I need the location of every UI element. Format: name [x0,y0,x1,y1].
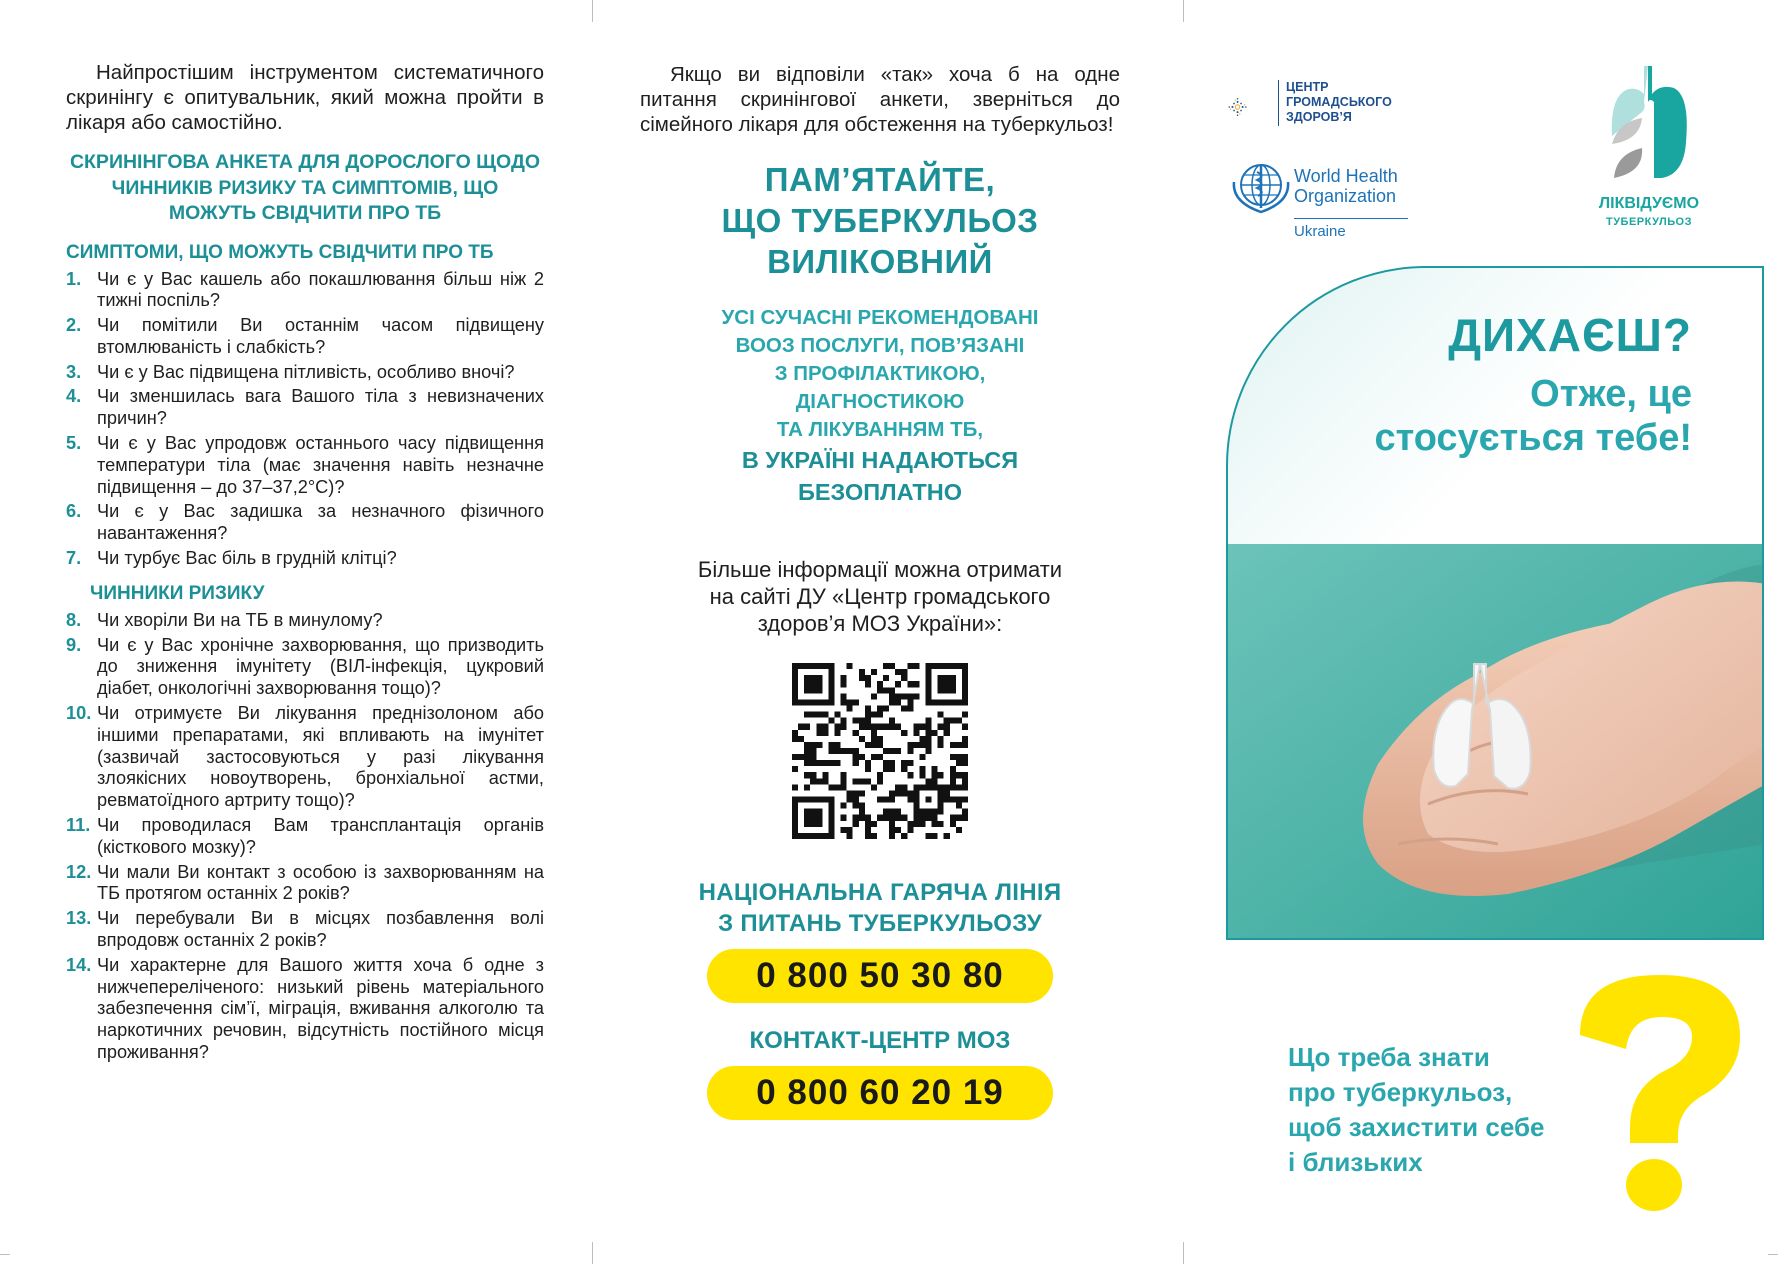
question-text: Чи є у Вас задишка за незначного фізичного навантаження? [97,501,544,544]
question-item [66,501,544,545]
question-item [66,635,544,700]
referral-paragraph: Якщо ви відповіли «так» хоча б на одне питання скринінгової анкети, зверніться до сімейного лікаря для обстеження на туберкульоз! [640,63,1120,136]
campaign-logo-text: ЛІКВІДУЄМО [1598,195,1700,212]
cover-card [1226,266,1764,940]
question-item [66,315,544,359]
question-mark-icon [1560,965,1760,1215]
risks-heading: ЧИННИКИ РИЗИКУ [90,582,265,604]
services-line: ТА ЛІКУВАННЯМ ТБ, [776,418,984,441]
question-text: Чи хворіли Ви на ТБ в минулому? [97,609,383,630]
question-item [66,386,544,430]
questionnaire-title: СКРИНІНГОВА АНКЕТА ДЛЯ ДОРОСЛОГО ЩОДО ЧИННИКІВ РИЗИКУ ТА СИМПТОМІВ, ЩО МОЖУТЬ СВІДЧИТИ ПРО ТБ [69,151,541,224]
cover-panel [1180,0,1778,1264]
symptoms-heading: СИМПТОМИ, ЩО МОЖУТЬ СВІДЧИТИ ПРО ТБ [66,241,494,263]
cover-headline: ДИХАЄШ? [1448,309,1692,361]
question-number: 10. [66,703,92,724]
contact-center-heading: КОНТАКТ-ЦЕНТР МОЗ [749,1027,1011,1054]
question-item [66,703,544,812]
question-text: Чи мали Ви контакт з особою із захворюванням на ТБ протягом останніх 2 років? [97,861,544,904]
question-item [66,955,544,1064]
question-text: Чи турбує Вас біль в грудній клітці? [97,548,397,569]
question-item [66,362,544,384]
phc-divider [1278,80,1279,126]
hands-holding-lungs-photo [1228,544,1764,940]
hotline-line: З ПИТАНЬ ТУБЕРКУЛЬОЗУ [718,910,1042,937]
who-name-line: Organization [1294,186,1397,206]
question-number: 7. [66,548,82,569]
question-number: 9. [66,634,82,655]
question-text: Чи перебували Ви в місцях позбавлення волі впродовж останніх 2 років? [97,908,544,951]
remember-heading [640,159,1120,282]
phc-name: ЦЕНТР ГРОМАДСЬКОГО ЗДОРОВ’Я [1286,80,1392,124]
question-number: 5. [66,433,82,454]
question-text: Чи помітили Ви останнім часом підвищену втомлюваність і слабкість? [97,315,544,357]
question-number: 2. [66,315,82,336]
who-divider [1294,218,1408,219]
intro-paragraph: Найпростішим інструментом систематичного скринінгу є опитувальник, який можна пройти в лікаря або самостійно. [66,61,544,134]
who-emblem-icon [1228,158,1294,216]
question-item [66,862,544,906]
hotline-heading [640,877,1120,939]
services-text [640,304,1120,444]
qr-code-image [792,663,968,839]
question-item [66,269,544,313]
services-line: ДІАГНОСТИКОЮ [795,390,965,413]
services-line: УСІ СУЧАСНІ РЕКОМЕНДОВАНІ [721,306,1039,329]
question-text: Чи є у Вас упродовж останнього часу підвищення температури тіла (має значення навіть незначне підвищення – до 37–37,2°С)? [97,433,544,497]
middle-panel [640,62,1120,1120]
question-text: Чи зменшилась вага Вашого тіла з невизначених причин? [97,386,544,429]
hotline-line: НАЦІОНАЛЬНА ГАРЯЧА ЛІНІЯ [698,879,1062,906]
question-number: 8. [66,609,82,630]
qr-code[interactable] [792,663,968,839]
cover-subheadline: Отже, це стосується тебе! [1374,373,1692,459]
question-number: 12. [66,861,92,882]
question-text: Чи є у Вас хронічне захворювання, що призводить до зниження імунітету (ВІЛ-інфекція, цукровий діабет, онкологічні захворювання тощо)? [97,634,544,699]
question-number: 14. [66,954,92,975]
left-panel [66,60,544,1067]
question-text: Чи отримуєте Ви лікування преднізолоном або іншими препаратами, які впливають на імунітет (зазвичай застосовуються у разі лікування злоякісних новоутворень, бронхіальної астми, ревматоїдного артриту тощо)? [97,703,544,811]
free-line: В УКРАЇНІ НАДАЮТЬСЯ [741,447,1019,473]
question-text: Чи характерне для Вашого життя хоча б одне з нижчепереліченого: низький рівень матеріального забезпечення сім’ї, міграція, вживання алкоголю та наркотичних речовин, відсутність постійного місця проживання? [97,954,544,1062]
crop-mark [592,1242,593,1264]
question-text: Чи є у Вас підвищена пітливість, особливо вночі? [97,361,515,382]
question-text: Чи проводилася Вам трансплантація органів (кісткового мозку)? [97,815,544,857]
question-item [66,433,544,498]
question-text: Чи є у Вас кашель або покашлювання більш ніж 2 тижні поспіль? [97,268,544,311]
question-number: 11. [66,815,91,836]
risks-list [66,610,544,1064]
symptoms-list [66,269,544,570]
hotline-number[interactable]: 0 800 50 30 80 [707,949,1053,1003]
who-country: Ukraine [1294,223,1346,240]
contact-center-number[interactable]: 0 800 60 20 19 [707,1066,1053,1120]
question-number: 4. [66,386,82,407]
free-line: БЕЗОПЛАТНО [797,479,963,505]
question-number: 3. [66,361,82,382]
question-number: 13. [66,908,92,929]
campaign-logo-subtext: ТУБЕРКУЛЬОЗ [1606,216,1692,228]
who-name-line: World Health [1294,166,1398,186]
question-number: 1. [66,268,82,289]
more-info-text [640,556,1120,637]
crop-mark [592,0,593,22]
services-line: З ПРОФІЛАКТИКОЮ, [774,362,986,385]
question-item [66,908,544,952]
free-of-charge-text [640,444,1120,508]
crop-mark [0,1254,10,1255]
cover-tagline: Що треба знати про туберкульоз, щоб захистити себе і близьких [1288,1042,1545,1177]
services-line: ВООЗ ПОСЛУГИ, ПОВ’ЯЗАНІ [735,334,1025,357]
question-item [66,815,544,859]
question-item [66,610,544,632]
more-info-line: Більше інформації можна отримати [697,557,1063,582]
remember-line: ВИЛІКОВНИЙ [767,243,993,280]
question-number: 6. [66,501,82,522]
lungs-logo-icon [1600,62,1696,190]
more-info-line: на сайті ДУ «Центр громадського [709,584,1051,609]
who-name [1294,166,1398,206]
remember-line: ПАМ’ЯТАЙТЕ, [764,161,996,198]
more-info-line: здоров’я МОЗ України»: [757,611,1003,636]
question-item [66,548,544,570]
remember-line: ЩО ТУБЕРКУЛЬОЗ [721,202,1039,239]
